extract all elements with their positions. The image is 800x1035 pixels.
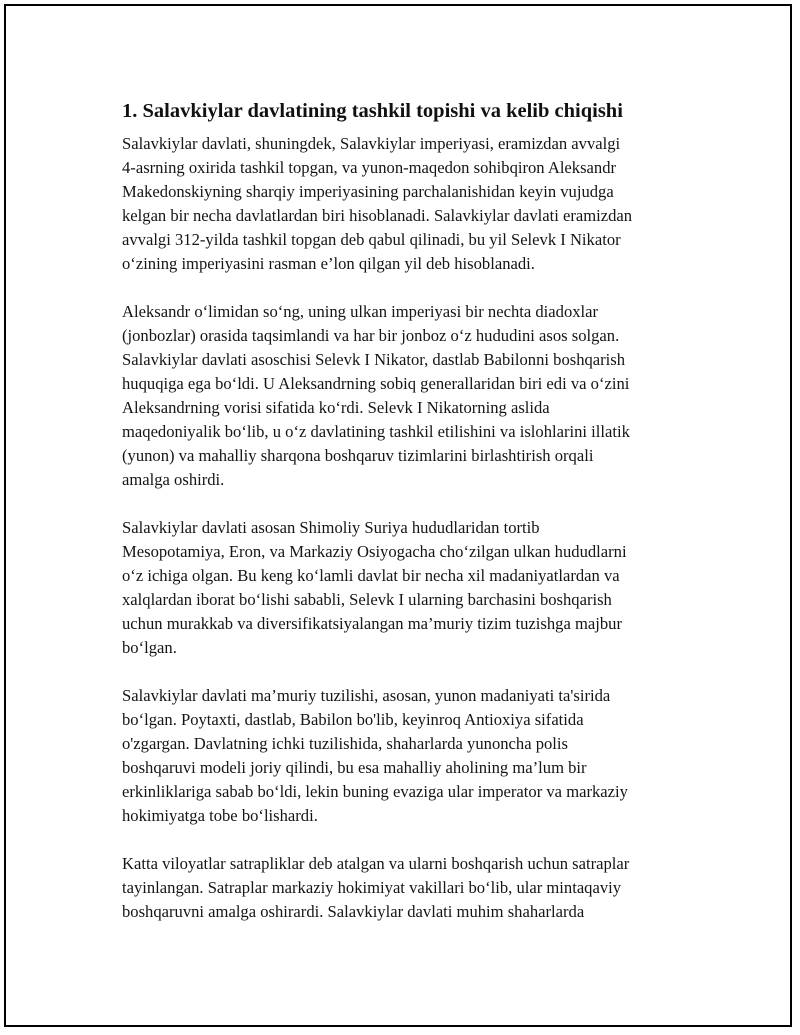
paragraph-3: Salavkiylar davlati asosan Shimoliy Suriya hududlaridan tortib Mesopotamiya, Eron, va Markaziy Osiyogacha cho‘zilgan ulkan hududlarni o‘z ichiga olgan. Bu keng ko‘lamli davlat bir necha xil madaniyatlardan va xalqlardan iborat bo‘lishi sababli, Selevk I ularning barchasini boshqarish uchun murakkab va diversifikatsiyalangan ma’muriy tizim tuzishga majbur bo‘lgan. (122, 518, 627, 657)
paragraph-2: Aleksandr o‘limidan so‘ng, uning ulkan imperiyasi bir nechta diadoxlar (jonbozlar) orasida taqsimlandi va har bir jonboz o‘z hududini asos solgan. Salavkiylar davlati asoschisi Selevk I Nikator, dastlab Babilonni boshqarish huquqiga ega bo‘ldi. U Aleksandrning sobiq generallaridan biri edi va o‘zini Aleksandrning vorisi sifatida ko‘rdi. Selevk I Nikatorning aslida maqedoniyalik bo‘lib, u o‘z davlatining tashkil etilishini va islohlarini illatik (yunon) va mahalliy sharqona boshqaruv tizimlarini birlashtirish orqali amalga oshirdi. (122, 302, 630, 489)
paragraph-5: Katta viloyatlar satrapliklar deb atalgan va ularni boshqarish uchun satraplar tayinlangan. Satraplar markaziy hokimiyat vakillari bo‘lib, ular mintaqaviy boshqaruvni amalga oshirardi. Salavkiylar davlati muhim shaharlarda (122, 854, 630, 921)
document-page (4, 4, 792, 1027)
section-heading: 1. Salavkiylar davlatining tashkil topishi va kelib chiqishi (122, 100, 623, 122)
document-body (122, 98, 692, 948)
paragraph-4: Salavkiylar davlati ma’muriy tuzilishi, asosan, yunon madaniyati ta'sirida bo‘lgan. Poytaxti, dastlab, Babilon bo'lib, keyinroq Antioxiya sifatida o'zgargan. Davlatning ichki tuzilishida, shaharlarda yunoncha polis boshqaruvi modeli joriy qilindi, bu esa mahalliy aholining ma’lum bir erkinliklariga sabab bo‘ldi, lekin buning evaziga ular imperator va markaziy hokimiyatga tobe bo‘lishardi. (122, 686, 628, 825)
paragraph-1: Salavkiylar davlati, shuningdek, Salavkiylar imperiyasi, eramizdan avvalgi 4-asrning oxirida tashkil topgan, va yunon-maqedon sohibqiron Aleksandr Makedonskiyning sharqiy imperiyasining parchalanishidan keyin vujudga kelgan bir necha davlatlardan biri hisoblanadi. Salavkiylar davlati eramizdan avvalgi 312-yilda tashkil topgan deb qabul qilinadi, bu yil Selevk I Nikator o‘zining imperiyasini rasman e’lon qilgan yil deb hisoblanadi. (122, 134, 633, 273)
